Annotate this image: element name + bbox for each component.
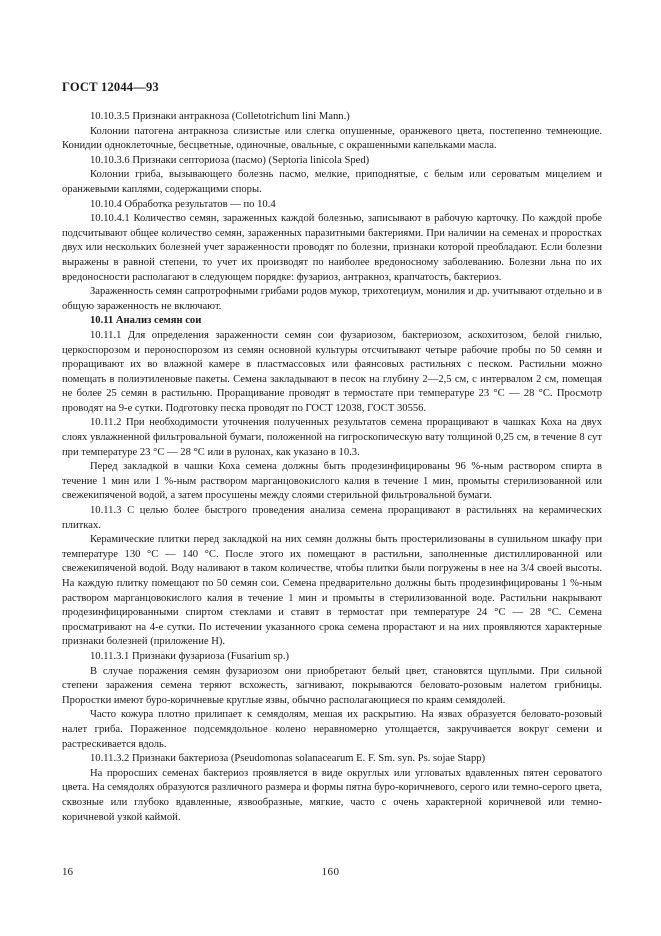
paragraph: Керамические плитки перед закладкой на них семян должны быть простерилизованы в сушильном шкафу при температуре 130 °С — 140 °С. После этого их помещают в растильни, заполненные дистиллированной или свежекипяченой водой. Воду наливают в таком количестве, чтобы плитки были погружены в нее на 3/4 своей высоты. На каждую плитку помещают по 50 семян сои. Семена предварительно должны быть продезинфицированы 1 %-ным раствором марганцовокислого калия в течение 1 мин и промыты в стерилизованной воде. Растильни накрывают продезинфицированными спиртом стеклами и ставят в термостат при температуре 24 °С — 28 °С. Семена просматривают на 4-е сутки. По истечении указанного срока семена прорастают и на них проявляются характерные признаки болезней (приложение Н). (62, 534, 602, 648)
paragraph: На проросших семенах бактериоз проявляется в виде округлых или угловатых вдавленных пятен сероватого цвета. На семядолях образуются различного размера и формы пятна буро-коричневого, серого или темно-серого цвета, сквозные или глубоко вдавленные, язвообразные, мягкие, часто с очень характерной коричневой или темно-коричневой узкой каймой. (62, 767, 602, 823)
paragraph: 10.10.3.5 Признаки антракноза (Colletotrichum lini Mann.) (90, 111, 350, 122)
paragraph: Зараженность семян сапротрофными грибами родов мукор, трихотециум, монилия и др. учитывают отдельно и в общую зараженность не включают. (62, 286, 602, 312)
paragraph: Колонии патогена антракноза слизистые или слегка опушенные, оранжевого цвета, постепенно темнеющие. Конидии одноклеточные, бесцветные, одиночные, овальные, с окрашенными капельками масла. (62, 125, 602, 152)
page-number: 16 (62, 866, 73, 878)
sheet-number: 160 (321, 866, 340, 878)
paragraph: 10.10.4 Обработка результатов — по 10.4 (90, 198, 276, 210)
paragraph: В случае поражения семян фузариозом они приобретают белый цвет, становятся щуплыми. При сильной степени заражения семена теряют всхожесть, загнивают, покрываются беловато-розовым налетом грибницы. Проростки имеют буро-коричневые круглые язвы, обычно располагающиеся по краям семядолей. (62, 665, 602, 706)
document-header: ГОСТ 12044—93 (62, 80, 159, 94)
section-heading: 10.11 Анализ семян сои (90, 315, 202, 327)
paragraph: 10.11.2 При необходимости уточнения полученных результатов семена проращивают в чашках Коха на двух слоях увлажненной фильтровальной бумаги, положенной на гигроскопическую вату толщиной 0,25 см, в течение 8 сут при температуре 23 °С — 28 °С или в рулонах, как указано в 10.3. (62, 417, 602, 458)
paragraph: 10.10.3.6 Признаки септориоза (пасмо) (Septoria linicola Sped) (90, 154, 370, 166)
paragraph: 10.11.3.1 Признаки фузариоза (Fusarium sp.) (90, 650, 289, 662)
paragraph: Перед закладкой в чашки Коха семена должны быть продезинфицированы 96 %-ным раствором спирта в течение 1 мин или 1 %-ным раствором марганцовокислого калия в течение 1 мин, промыты стерилизованной или свежекипяченой водой, а затем просушены между слоями стерильной фильтровальной бумаги. (62, 461, 602, 502)
paragraph: Часто кожура плотно прилипает к семядолям, мешая их раскрытию. На язвах образуется беловато-розовый налет гриба. Пораженное подсемядольное колено неравномерно утолщается, закручивается вокруг семени и растрескивается вдоль. (62, 709, 602, 750)
paragraph: 10.11.3.2 Признаки бактериоза (Pseudomonas solanacearum E. F. Sm. syn. Ps. sojae Stapp) (90, 753, 486, 765)
paragraph: 10.10.4.1 Количество семян, зараженных каждой болезнью, записывают в рабочую карточку. По каждой пробе подсчитывают общее количество семян, зараженных паразитными бактериями. При наличии на семенах и проростках двух или нескольких болезней учет зараженности проводят по болезни, признаки которой преобладают. Если болезни выражены в равной степени, то учет их производят по наиболее вредоносному заболеванию. Болезни льна по их вредоносности располагают в следующем порядке: фузариоз, антракноз, крапчатость, бактериоз. (62, 213, 602, 283)
paragraph: 10.11.3 С целью более быстрого проведения анализа семена проращивают в растильнях на керамических плитках. (62, 505, 602, 531)
document-body (62, 110, 602, 825)
paragraph: 10.11.1 Для определения зараженности семян сои фузариозом, бактериозом, аскохитозом, белой гнилью, церкоспорозом и пероноспорозом из семян основной культуры отсчитывают четыре рабочие пробы по 50 семян и проращивают их во влажной камере в пластмассовых или фаянсовых растильнях с песком. Растильни можно помещать в полиэтиленовые пакеты. Семена закладывают в песок на глубину 2—2,5 см, с интервалом 2 см, помещая не более 25 семян в растильню. Проращивание проводят в термостате при температуре 23 °С — 28 °С. Просмотр проводят на 9-е сутки. Подготовку песка проводят по ГОСТ 12038, ГОСТ 30556. (62, 329, 602, 414)
paragraph: Колонии гриба, вызывающего болезнь пасмо, мелкие, приподнятые, с белым или сероватым мицелием и оранжевыми каплями, содержащими споры. (62, 169, 602, 195)
